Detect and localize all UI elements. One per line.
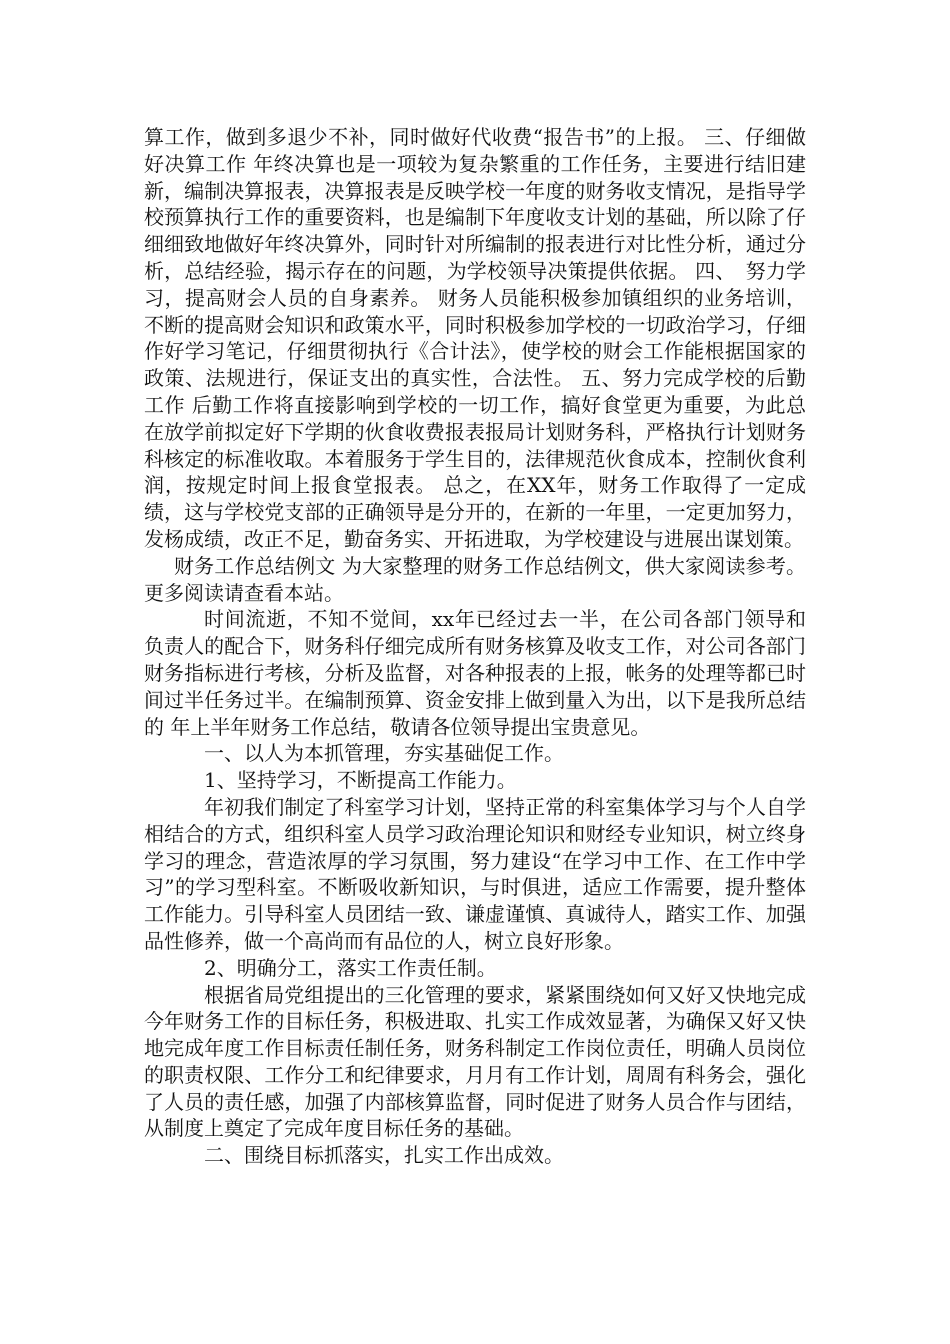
paragraph-continued: 算工作，做到多退少不补，同时做好代收费“报告书”的上报。 三、仔细做好决算工作 年终决算也是一项较为复杂繁重的工作任务，主要进行结旧建新，编制决算报表，决算报表是反映学校一年度的财务收支情况，是指导学校预算执行工作的重要资料，也是编制下年度收支计划的基础，所以除了仔细细致地做好年终决算外，同时针对所编制的报表进行对比性分析，通过分析，总结经验，揭示存在的问题，为学校领导决策提供依据。 四、 努力学习，提高财会人员的自身素养。 财务人员能积极参加镇组织的业务培训，不断的提高财会知识和政策水平，同时积极参加学校的一切政治学习，仔细作好学习笔记，仔细贯彻执行《合计法》，使学校的财会工作能根据国家的政策、法规进行，保证支出的真实性，合法性。 五、努力完成学校的后勤工作 后勤工作将直接影响到学校的一切工作，搞好食堂更为重要，为此总在放学前拟定好下学期的伙食收费报表报局计划财务科，严格执行计划财务科核定的标准收取。本着服务于学生目的，法律规范伙食成本，控制伙食利润，按规定时间上报食堂报表。 总之，在XX年，财务工作取得了一定成绩，这与学校党支部的正确领导是分开的，在新的一年里，一定更加努力，发杨成绩，改正不足，勤奋务实、开拓进取，为学校建设与进展出谋划策。 <box>144 125 806 551</box>
heading-subsection-1: 1、坚持学习，不断提高工作能力。 <box>204 768 517 793</box>
paragraph-example-intro: 财务工作总结例文 为大家整理的财务工作总结例文，供大家阅读参考。更多阅读请查看本站。 <box>144 553 806 605</box>
document-page <box>144 124 806 1169</box>
paragraph-responsibility: 根据省局党组提出的三化管理的要求，紧紧围绕如何又好又快地完成今年财务工作的目标任务，积极进取、扎实工作成效显著，为确保又好又快地完成年度工作目标责任制任务，财务科制定工作岗位责任，明确人员岗位的职责权限、工作分工和纪律要求，月月有工作计划，周周有科务会，强化了人员的责任感，加强了内部核算监督，同时促进了财务人员合作与团结，从制度上奠定了完成年度目标任务的基础。 <box>144 982 806 1141</box>
heading-section-2: 二、围绕目标抓落实，扎实工作出成效。 <box>204 1143 564 1168</box>
heading-subsection-2: 2、明确分工，落实工作责任制。 <box>204 955 497 980</box>
heading-section-1: 一、以人为本抓管理，夯实基础促工作。 <box>204 741 564 766</box>
paragraph-study: 年初我们制定了科室学习计划，坚持正常的科室集体学习与个人自学相结合的方式，组织科室人员学习政治理论知识和财经专业知识，树立终身学习的理念，营造浓厚的学习氛围，努力建设“在学习中工作、在工作中学习”的学习型科室。不断吸收新知识，与时俱进，适应工作需要，提升整体工作能力。引导科室人员团结一致、谦虚谨慎、真诚待人，踏实工作、加强品性修养，做一个高尚而有品位的人，树立良好形象。 <box>144 794 806 953</box>
paragraph-opening: 时间流逝，不知不觉间，xx年已经过去一半，在公司各部门领导和负责人的配合下，财务科仔细完成所有财务核算及收支工作，对公司各部门财务指标进行考核，分析及监督，对各种报表的上报，帐务的处理等都已时间过半任务过半。在编制预算、资金安排上做到量入为出，以下是我所总结的 年上半年财务工作总结，敬请各位领导提出宝贵意见。 <box>144 607 806 739</box>
